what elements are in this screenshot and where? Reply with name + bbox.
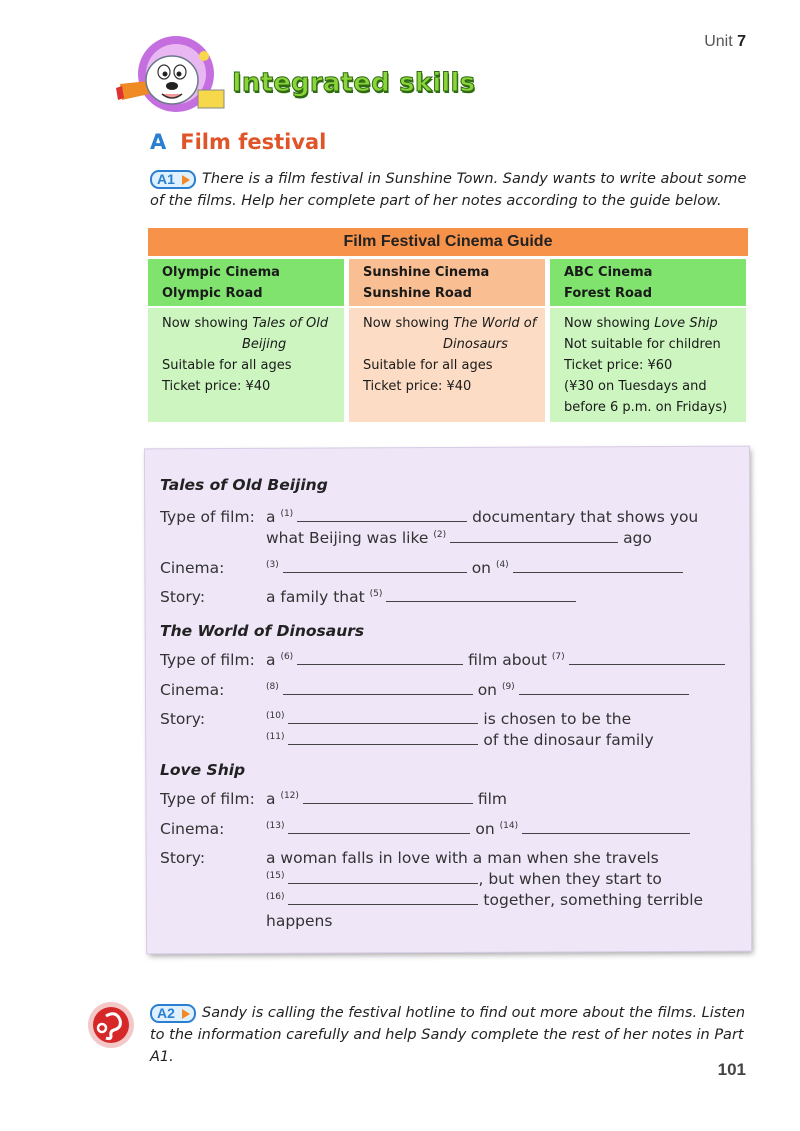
answer-blank-5[interactable] bbox=[386, 588, 576, 602]
answer-blank-1[interactable] bbox=[297, 508, 467, 522]
answer-blank-9[interactable] bbox=[519, 681, 689, 695]
a1-text: There is a film festival in Sunshine Town. Sandy wants to write about some of the films. Help her complete part of her notes according to the guide below. bbox=[150, 171, 747, 209]
blank-number: (12) bbox=[280, 791, 299, 801]
note-film-title: Love Ship bbox=[160, 761, 246, 779]
dog-mascot-icon bbox=[112, 34, 230, 118]
suitability: Not suitable for children bbox=[564, 337, 721, 352]
cinema-label: Cinema: bbox=[160, 559, 225, 577]
film-title: Love Ship bbox=[654, 316, 718, 331]
listen-ear-icon bbox=[86, 1000, 136, 1050]
film-title: The World of bbox=[453, 316, 537, 331]
answer-blank-16[interactable] bbox=[288, 891, 478, 905]
now-showing-label: Now showing bbox=[162, 316, 249, 331]
type-label: Type of film: bbox=[160, 508, 255, 526]
suitability: Suitable for all ages bbox=[162, 358, 292, 373]
guide-title: Film Festival Cinema Guide bbox=[148, 228, 748, 256]
cinema-road: Forest Road bbox=[564, 286, 653, 301]
blank-number: (5) bbox=[369, 589, 383, 599]
blank-number: (8) bbox=[266, 682, 279, 692]
guide-column-abc bbox=[550, 259, 746, 422]
ticket-price: Ticket price: ¥60 bbox=[564, 358, 673, 373]
blank-number: (16) bbox=[266, 892, 285, 902]
story-label: Story: bbox=[160, 588, 206, 606]
blank-number: (1) bbox=[280, 509, 294, 519]
blank-number: (10) bbox=[266, 711, 285, 721]
unit-label: Unit 7 bbox=[704, 33, 746, 50]
answer-blank-3[interactable] bbox=[283, 559, 467, 573]
cinema-label: Cinema: bbox=[160, 681, 225, 699]
a1-badge: A1 bbox=[150, 170, 196, 189]
cinema-road: Olympic Road bbox=[162, 286, 263, 301]
cinema-guide-table bbox=[148, 228, 748, 422]
ticket-price-note: (¥30 on Tuesdays and before 6 p.m. on Fridays) bbox=[564, 379, 728, 415]
page-number: 101 bbox=[717, 1060, 746, 1079]
cinema-road: Sunshine Road bbox=[363, 286, 472, 301]
now-showing-label: Now showing bbox=[564, 316, 651, 331]
type-label: Type of film: bbox=[160, 790, 255, 808]
blank-number: (3) bbox=[266, 560, 279, 570]
cinema-name: Sunshine Cinema bbox=[363, 265, 490, 280]
blank-number: (7) bbox=[551, 652, 565, 662]
answer-blank-7[interactable] bbox=[569, 651, 725, 665]
story-label: Story: bbox=[160, 710, 206, 728]
answer-blank-15[interactable] bbox=[288, 870, 478, 884]
answer-blank-12[interactable] bbox=[303, 790, 473, 804]
answer-blank-14[interactable] bbox=[522, 820, 690, 834]
ticket-price: Ticket price: ¥40 bbox=[363, 379, 472, 394]
a2-text: Sandy is calling the festival hotline to find out more about the films. Listen to the information carefully and help Sandy complete the rest of her notes in Part A1. bbox=[150, 1005, 746, 1065]
cinema-name: ABC Cinema bbox=[564, 265, 653, 280]
part-title: Film festival bbox=[180, 130, 327, 154]
part-letter: A bbox=[150, 130, 167, 154]
answer-blank-11[interactable] bbox=[288, 731, 478, 745]
blank-number: (13) bbox=[266, 821, 285, 831]
story-label: Story: bbox=[160, 849, 206, 867]
guide-column-olympic bbox=[148, 259, 344, 422]
film-title: Tales of Old bbox=[252, 316, 329, 331]
suitability: Suitable for all ages bbox=[363, 358, 493, 373]
film-title-cont: Dinosaurs bbox=[443, 337, 508, 352]
section-title: Integrated skills bbox=[232, 68, 476, 98]
type-label: Type of film: bbox=[160, 651, 255, 669]
a2-badge: A2 bbox=[150, 1004, 196, 1023]
blank-number: (6) bbox=[280, 652, 294, 662]
answer-blank-2[interactable] bbox=[450, 529, 618, 543]
film-title-cont: Beijing bbox=[242, 337, 287, 352]
note-film-title: Tales of Old Beijing bbox=[160, 476, 328, 494]
answer-blank-10[interactable] bbox=[288, 710, 478, 724]
blank-number: (14) bbox=[499, 821, 519, 831]
a1-instruction bbox=[150, 168, 750, 212]
answer-blank-8[interactable] bbox=[283, 681, 473, 695]
cinema-label: Cinema: bbox=[160, 820, 225, 838]
note-film-title: The World of Dinosaurs bbox=[160, 622, 365, 640]
answer-blank-4[interactable] bbox=[513, 559, 683, 573]
blank-number: (15) bbox=[266, 871, 285, 881]
blank-number: (11) bbox=[266, 732, 285, 742]
ticket-price: Ticket price: ¥40 bbox=[162, 379, 271, 394]
cinema-name: Olympic Cinema bbox=[162, 265, 280, 280]
blank-number: (2) bbox=[433, 530, 447, 540]
now-showing-label: Now showing bbox=[363, 316, 450, 331]
a2-instruction bbox=[150, 1002, 750, 1068]
part-heading bbox=[150, 130, 326, 154]
blank-number: (4) bbox=[495, 560, 509, 570]
guide-column-sunshine bbox=[349, 259, 545, 422]
answer-blank-13[interactable] bbox=[288, 820, 470, 834]
answer-blank-6[interactable] bbox=[297, 651, 463, 665]
blank-number: (9) bbox=[501, 682, 515, 692]
